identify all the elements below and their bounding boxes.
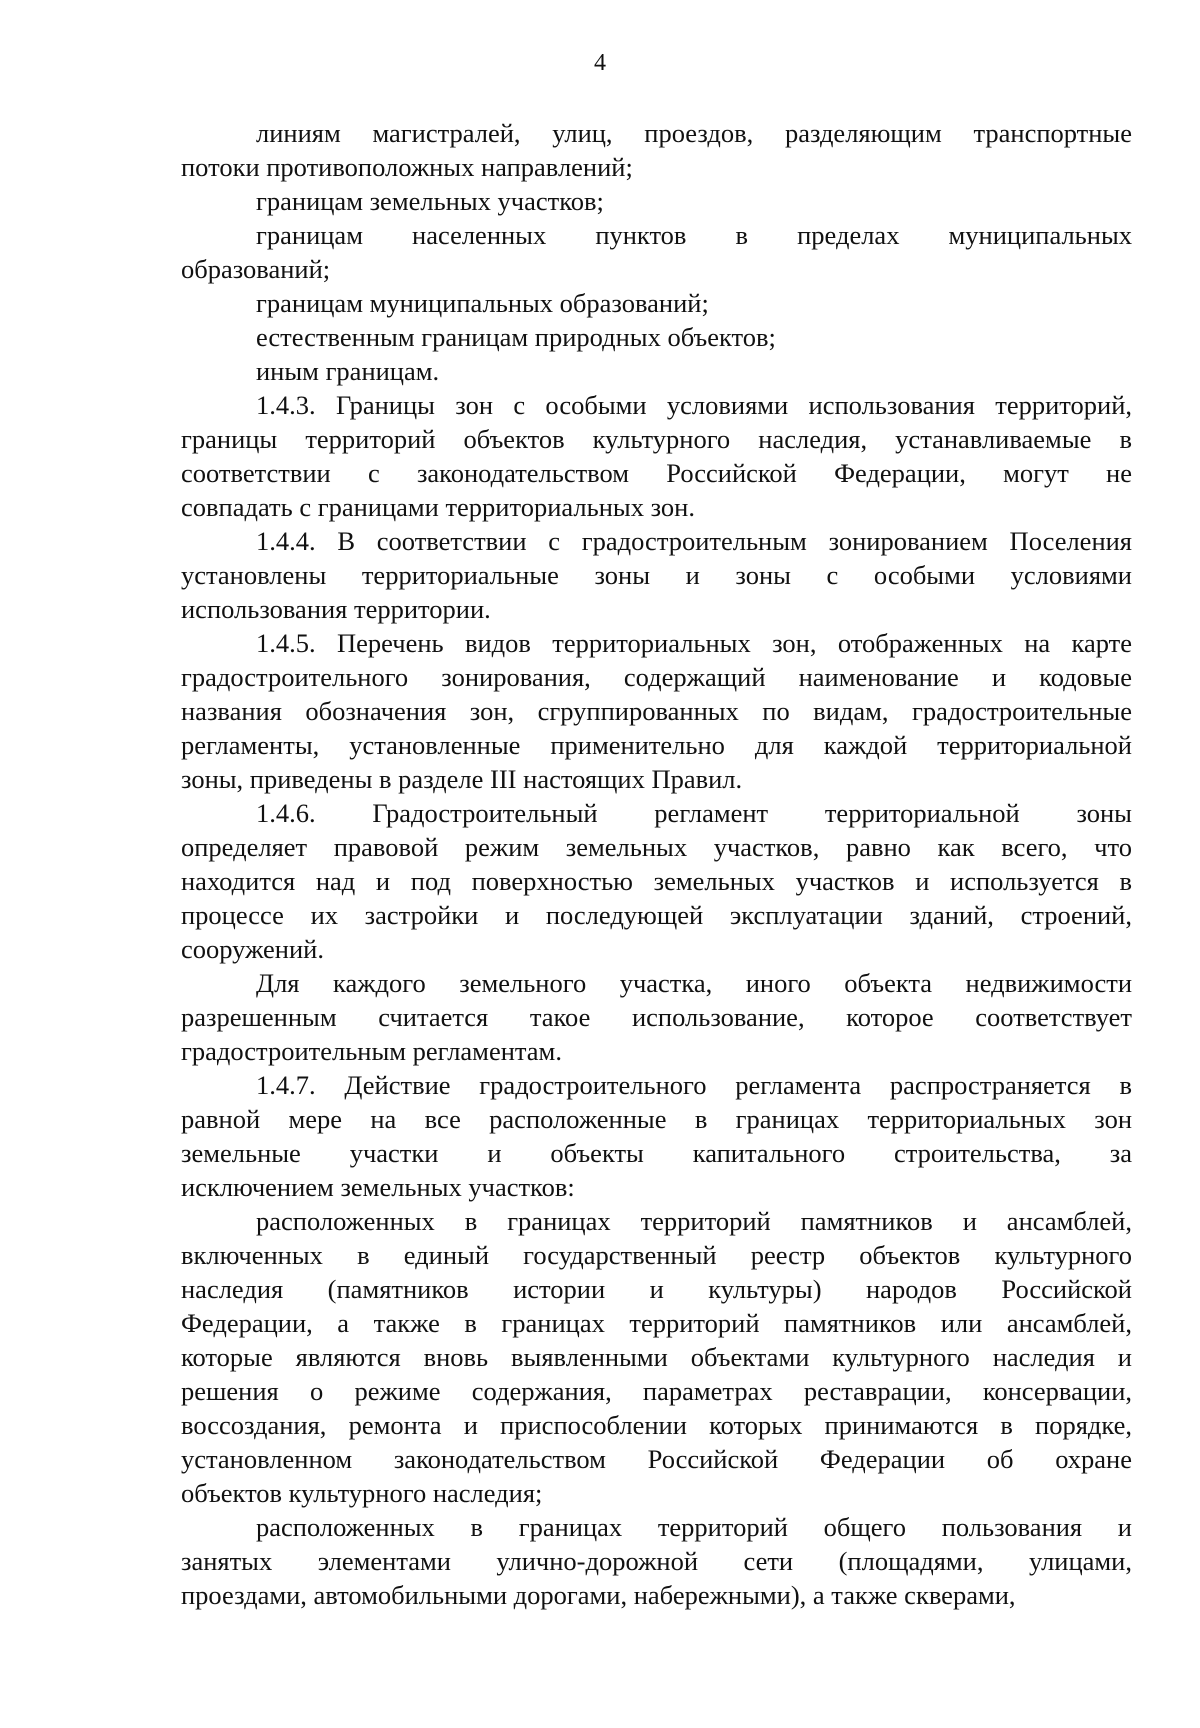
text-line: границам земельных участков; [256,186,604,216]
text-line: проездами, автомобильными дорогами, набережными), а также скверами, [181,1580,1016,1610]
text-line: совпадать с границами территориальных зон. [181,492,695,522]
text-line: которые являются вновь выявленными объектами культурного наследия и [181,1342,1132,1372]
text-line: иным границам. [256,356,440,386]
text-line: расположенных в границах территорий памятников и ансамблей, [256,1206,1132,1236]
text-line: использования территории. [181,594,491,624]
text-line: Для каждого земельного участка, иного объекта недвижимости [256,968,1132,998]
page-number: 4 [594,50,606,76]
text-line: решения о режиме содержания, параметрах реставрации, консервации, [181,1376,1132,1406]
text-line: определяет правовой режим земельных участков, равно как всего, что [181,832,1132,862]
text-line: названия обозначения зон, сгруппированных по видам, градостроительные [181,696,1132,726]
text-line: 1.4.3. Границы зон с особыми условиями использования территорий, [256,390,1132,420]
paragraph [181,796,1132,966]
text-line: границам населенных пунктов в пределах муниципальных [256,220,1132,250]
text-line: объектов культурного наследия; [181,1478,543,1508]
text-line: Федерации, а также в границах территорий памятников или ансамблей, [181,1308,1132,1338]
paragraph [181,286,1132,320]
paragraph [181,354,1132,388]
text-line: расположенных в границах территорий общего пользования и [256,1512,1132,1542]
text-line: воссоздания, ремонта и приспособлении которых принимаются в порядке, [181,1410,1132,1440]
text-line: градостроительным регламентам. [181,1036,562,1066]
text-line: 1.4.5. Перечень видов территориальных зон, отображенных на карте [256,628,1132,658]
paragraph [181,320,1132,354]
text-line: 1.4.7. Действие градостроительного регламента распространяется в [256,1070,1132,1100]
text-line: включенных в единый государственный реестр объектов культурного [181,1240,1132,1270]
text-line: процессе их застройки и последующей эксплуатации зданий, строений, [181,900,1132,930]
document-body [181,116,1132,1612]
paragraph [181,218,1132,286]
text-line: регламенты, установленные применительно для каждой территориальной [181,730,1132,760]
text-line: исключением земельных участков: [181,1172,575,1202]
paragraph [181,966,1132,1068]
text-line: градостроительного зонирования, содержащий наименование и кодовые [181,662,1132,692]
text-line: земельные участки и объекты капитального строительства, за [181,1138,1132,1168]
paragraph [181,184,1132,218]
text-line: границам муниципальных образований; [256,288,709,318]
text-line: находится над и под поверхностью земельных участков и используется в [181,866,1132,896]
paragraph [181,626,1132,796]
paragraph [181,1204,1132,1510]
text-line: естественным границам природных объектов; [256,322,776,352]
paragraph [181,388,1132,524]
paragraph [181,1068,1132,1204]
text-line: разрешенным считается такое использование, которое соответствует [181,1002,1132,1032]
text-line: 1.4.4. В соответствии с градостроительным зонированием Поселения [256,526,1132,556]
text-line: установлены территориальные зоны и зоны с особыми условиями [181,560,1132,590]
text-line: соответствии с законодательством Российской Федерации, могут не [181,458,1132,488]
text-line: 1.4.6. Градостроительный регламент территориальной зоны [256,798,1132,828]
text-line: зоны, приведены в разделе III настоящих Правил. [181,764,743,794]
text-line: сооружений. [181,934,324,964]
text-line: равной мере на все расположенные в границах территориальных зон [181,1104,1132,1134]
paragraph [181,524,1132,626]
text-line: установленном законодательством Российской Федерации об охране [181,1444,1132,1474]
text-line: образований; [181,254,331,284]
text-line: занятых элементами улично-дорожной сети (площадями, улицами, [181,1546,1132,1576]
paragraph [181,1510,1132,1612]
text-line: линиям магистралей, улиц, проездов, разделяющим транспортные [256,118,1132,148]
text-line: границы территорий объектов культурного наследия, устанавливаемые в [181,424,1132,454]
text-line: потоки противоположных направлений; [181,152,633,182]
text-line: наследия (памятников истории и культуры) народов Российской [181,1274,1132,1304]
paragraph [181,116,1132,184]
